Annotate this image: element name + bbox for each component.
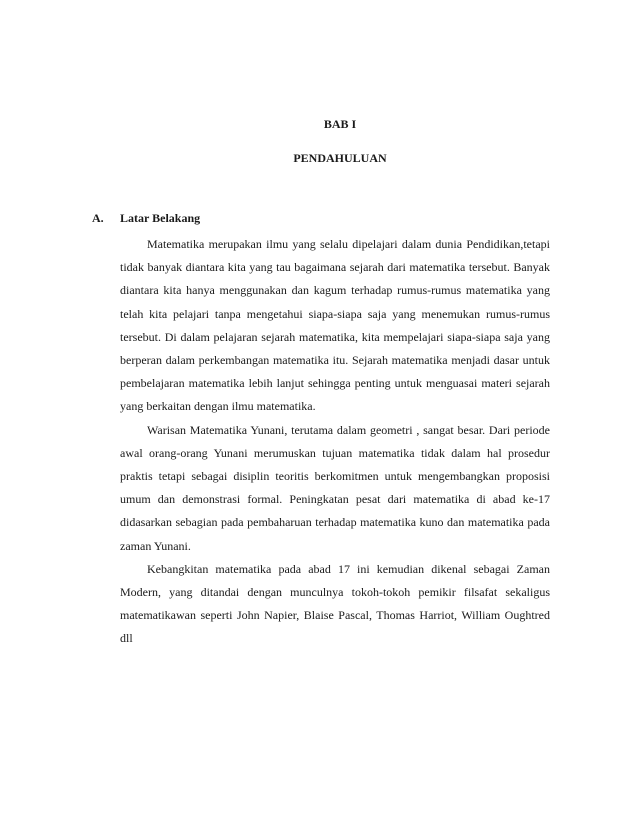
chapter-title: PENDAHULUAN	[293, 151, 387, 165]
chapter-label: BAB I	[323, 117, 357, 131]
body-text	[120, 233, 550, 651]
paragraph: Kebangkitan matematika pada abad 17 ini kemudian dikenal sebagai Zaman Modern, yang ditandai dengan munculnya tokoh-tokoh pemikir filsafat sekaligus matematikawan seperti John Napier, Blaise Pascal, Thomas Harriot, William Oughtred dll	[120, 561, 550, 646]
paragraph: Matematika merupakan ilmu yang selalu dipelajari dalam dunia Pendidikan,tetapi tidak banyak diantara kita yang tau bagaimana sejarah dari matematika tersebut. Banyak diantara kita hanya menggunakan dan kagum terhadap rumus-rumus matematika yang telah kita pelajari tanpa mengetahui siapa-siapa saja yang menemukan rumus-rumus tersebut. Di dalam pelajaran sejarah matematika, kita mempelajari siapa-siapa saja yang berperan dalam perkembangan matematika itu. Sejarah matematika menjadi dasar untuk pembelajaran matematika lebih lanjut sehingga penting untuk menguasai materi sejarah yang berkaitan dengan ilmu matematika.	[120, 237, 550, 414]
paragraph: Warisan Matematika Yunani, terutama dalam geometri , sangat besar. Dari periode awal orang-orang Yunani merumuskan tujuan matematika tidak dalam hal prosedur praktis tetapi sebagai disiplin teoritis berkomitmen untuk mengembangkan proposisi umum dan demonstrasi formal. Peningkatan pesat dari matematika di abad ke-17 didasarkan sebagian pada pembaharuan terhadap matematika kuno dan matematika pada zaman Yunani.	[120, 422, 550, 553]
section-title: Latar Belakang	[120, 211, 201, 225]
section-heading	[92, 211, 200, 226]
section-number: A.	[92, 211, 104, 225]
